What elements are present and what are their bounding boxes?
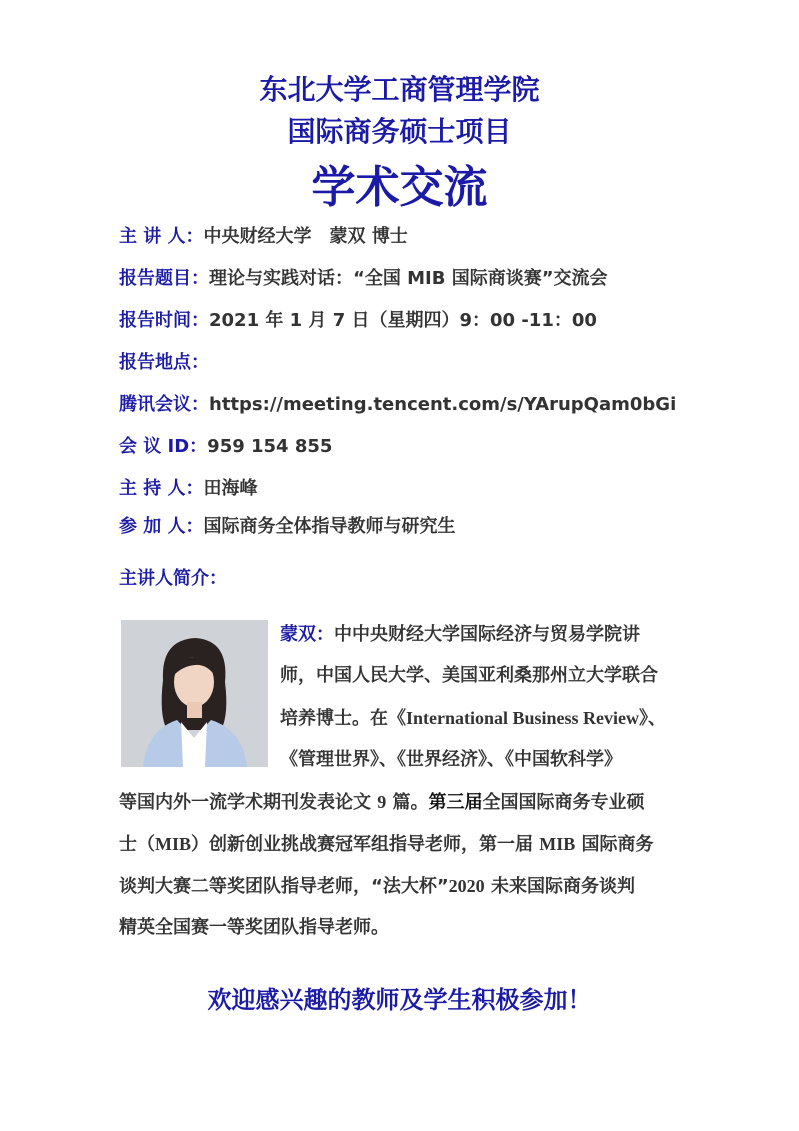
- bio-text-5a: 等国内外一流学术期刊发表论文: [119, 792, 378, 813]
- info-time-label: 报告时间：: [119, 310, 209, 331]
- bio-line-5: [119, 787, 645, 818]
- bio-line-3: [280, 703, 666, 734]
- bio-text-5c: 篇。: [386, 792, 429, 813]
- info-host-label: 主 持 人：: [119, 478, 204, 499]
- school-title: 东北大学工商管理学院: [259, 73, 540, 106]
- info-meeting-id-label: 会 议 ID：: [119, 436, 208, 457]
- info-topic-label: 报告题目：: [119, 268, 209, 289]
- bio-mib-2: MIB: [539, 834, 576, 854]
- bio-text-1: 中中央财经大学国际经济与贸易学院讲: [334, 624, 640, 645]
- info-speaker-label: 主 讲 人：: [119, 226, 204, 247]
- speaker-photo: [121, 620, 268, 767]
- info-speaker-value: 中央财经大学 蒙双 博士: [203, 226, 408, 247]
- info-tencent-label: 腾讯会议：: [119, 394, 209, 415]
- bio-line-6: [119, 829, 654, 860]
- info-time: [119, 306, 779, 336]
- info-participants-label: 参 加 人：: [119, 516, 204, 537]
- info-location: [119, 348, 779, 378]
- bio-text-8: 精英全国赛一等奖团队指导老师。: [119, 917, 389, 938]
- info-host-value: 田海峰: [203, 478, 258, 499]
- bio-year: 2020: [448, 876, 485, 896]
- bio-text-6a: 士（: [119, 834, 155, 855]
- event-title: 学术交流: [311, 162, 488, 213]
- bio-text-6e: 国际商务: [575, 834, 654, 855]
- bio-paper-count: 9: [377, 792, 387, 812]
- bio-text-3c: 》、: [639, 708, 667, 729]
- program-title: 国际商务硕士项目: [287, 115, 512, 148]
- bio-line-4: [280, 745, 622, 775]
- bio-text-5d: 第三届: [428, 792, 483, 813]
- bio-text-4: 《管理世界》、《世界经济》、《中国软科学》: [280, 749, 622, 770]
- bio-text-3a: 培养博士。在《: [280, 708, 406, 729]
- bio-line-7: [119, 871, 635, 902]
- bio-line-2: [280, 661, 658, 691]
- bio-line-8: [119, 913, 389, 943]
- bio-text-2: 师，中国人民大学、美国亚利桑那州立大学联合: [280, 665, 658, 686]
- info-tencent: [119, 390, 779, 420]
- info-meeting-id: [119, 432, 779, 462]
- closing-invitation: 欢迎感兴趣的教师及学生积极参加！: [207, 986, 592, 1014]
- bio-mib-1: MIB: [155, 834, 191, 854]
- info-topic: [119, 264, 779, 294]
- bio-speaker-name: 蒙双：: [280, 624, 334, 645]
- info-speaker: [119, 222, 779, 252]
- intro-heading: 主讲人简介：: [119, 568, 227, 589]
- info-location-label: 报告地点：: [119, 352, 209, 373]
- info-time-value: 2021 年 1 月 7 日（星期四）9：00 -11：00: [209, 310, 597, 331]
- bio-text-6c: ）创新创业挑战赛冠军组指导老师，第一届: [191, 834, 540, 855]
- bio-line-1: [280, 620, 640, 650]
- info-participants: [119, 512, 779, 542]
- meeting-link[interactable]: https://meeting.tencent.com/s/YArupQam0bGi: [209, 394, 677, 415]
- bio-journal-ibr: International Business Review: [406, 708, 640, 728]
- bio-text-7a: 谈判大赛二等奖团队指导老师，“法大杯”: [119, 876, 449, 897]
- info-meeting-id-value: 959 154 855: [207, 436, 333, 457]
- bio-text-5e: 全国国际商务专业硕: [482, 792, 645, 813]
- info-participants-value: 国际商务全体指导教师与研究生: [203, 516, 456, 537]
- bio-text-7c: 未来国际商务谈判: [484, 876, 635, 897]
- info-host: [119, 474, 779, 504]
- info-topic-value: 理论与实践对话：“全国 MIB 国际商谈赛”交流会: [209, 268, 608, 289]
